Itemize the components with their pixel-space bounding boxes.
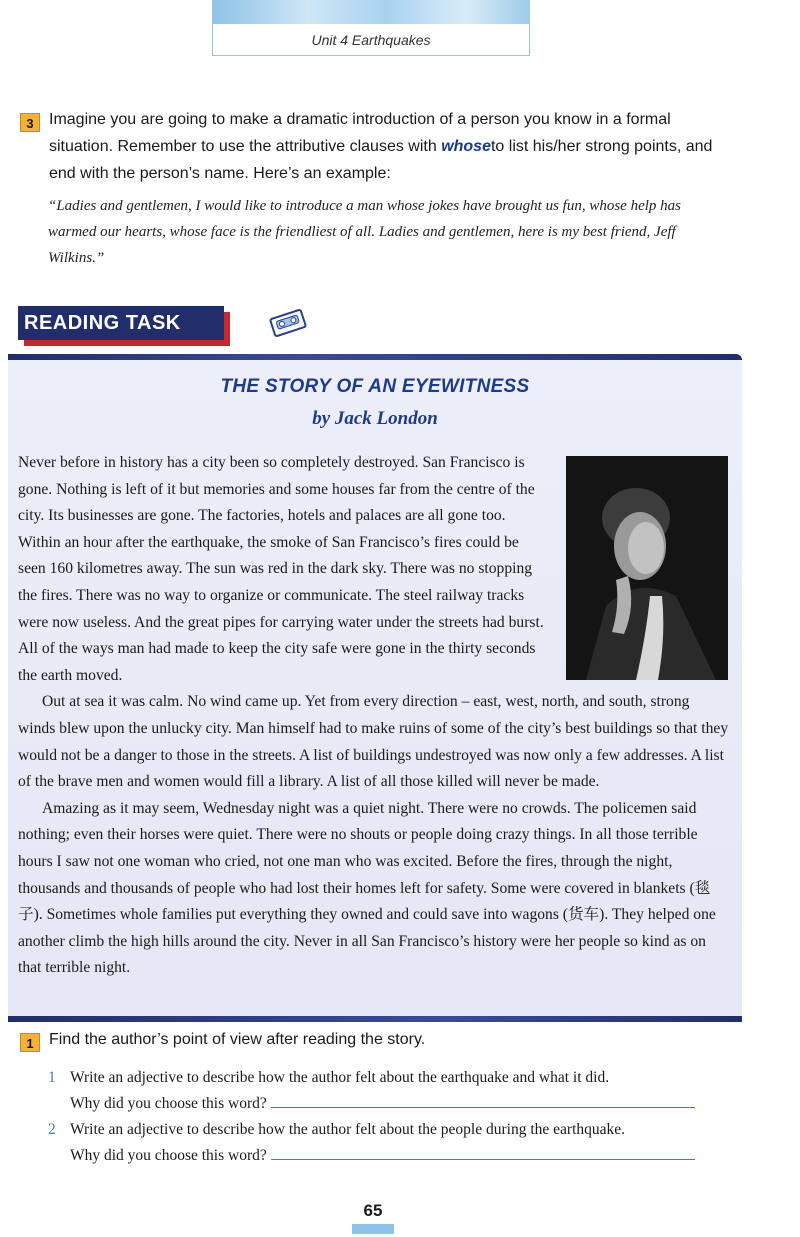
unit-header [212, 0, 530, 56]
panel-top-rule [8, 354, 742, 360]
instruction-text-after: to list his/her strong points, and end with the person’s name. Here’s an example: [49, 138, 713, 182]
story-paragraph-1: Never before in history has a city been so completely destroyed. San Francisco is gone. Nothing is left of it but memories and some houses far from the centre of the city. Its businesses are gone. The factories, hotels and palaces are all gone too. Within an hour after the earthquake, the smoke of San Francisco’s fires could be seen 160 kilometres away. The sun was red in the dark sky. There was no stopping the fires. There was no way to organize or communicate. The steel railway tracks were now useless. And the great pipes for carrying water under the streets had burst. All of the ways man had made to keep the city safe were gone in the thirty seconds the earth moved. [18, 454, 544, 684]
question-number: 1 [48, 1069, 56, 1086]
header-band [213, 0, 529, 24]
question-prompt: Why did you choose this word? [70, 1147, 267, 1164]
exercise-3 [20, 106, 730, 187]
answer-blank[interactable] [271, 1145, 695, 1160]
story-paragraph-3: Amazing as it may seem, Wednesday night was a quiet night. There were no crowds. The policemen said nothing; even their horses were quiet. There were no shouts or people doing crazy things. In all those terrible hours I saw not one woman who cried, not one man who was excited. Before the fires, through the night, thousands and thousands of people who had lost their homes left for safety. Some were covered in blankets (毯子). Sometimes whole families put everything they owned and could save into wagons (货车). They helped one another climb the high hills around the city. Never in all San Francisco’s history were her people so kind as on that terrible night. [18, 799, 716, 977]
story-body [18, 450, 730, 982]
exercise-number-badge: 3 [20, 113, 40, 132]
question-prompt: Why did you choose this word? [70, 1095, 267, 1112]
reading-panel [8, 358, 742, 1018]
page-number [352, 1198, 394, 1236]
question-item [48, 1117, 738, 1169]
reading-task-banner [18, 306, 230, 344]
page-number-text: 65 [352, 1198, 394, 1224]
question-number: 2 [48, 1121, 56, 1138]
story-title: THE STORY OF AN EYEWITNESS [220, 376, 530, 397]
banner-label: READING TASK [18, 306, 224, 340]
answer-blank[interactable] [271, 1093, 695, 1108]
exercise-number-badge: 1 [20, 1033, 40, 1052]
question-text: Write an adjective to describe how the author felt about the people during the earthquake. [70, 1121, 626, 1138]
keyword-whose: whose [441, 138, 491, 155]
instruction-text-before: Imagine you are going to make a dramatic introduction of a person you know in a formal situation. Remember to use the attributive clauses with [49, 111, 671, 155]
exercise-1-instruction: Find the author’s point of view after reading the story. [49, 1031, 426, 1048]
question-item [48, 1065, 738, 1117]
example-quote: “Ladies and gentlemen, I would like to introduce a man whose jokes have brought us fun, whose help has warmed our hearts, whose face is the friendliest of all. Ladies and gentlemen, here is my best friend, Jeff Wilkins.” [48, 198, 681, 266]
question-text: Write an adjective to describe how the author felt about the earthquake and what it did. [70, 1069, 610, 1086]
story-paragraph-2: Out at sea it was calm. No wind came up. Yet from every direction – east, west, north, and south, strong winds blew upon the unlucky city. Man himself had to make ruins of some of the city’s best buildings so that they would not be a danger to those in the streets. A list of buildings undestroyed was now only a few addresses. A list of the brave men and women would fill a library. A list of all those killed will never be made. [18, 693, 729, 791]
page-number-bar [352, 1224, 394, 1234]
cassette-icon [268, 308, 308, 338]
unit-title: Unit 4 Earthquakes [311, 32, 431, 48]
panel-bottom-rule [8, 1016, 742, 1022]
exercise-1 [20, 1027, 740, 1053]
story-author: by Jack London [312, 408, 438, 429]
exercise-3-instruction [49, 106, 730, 187]
